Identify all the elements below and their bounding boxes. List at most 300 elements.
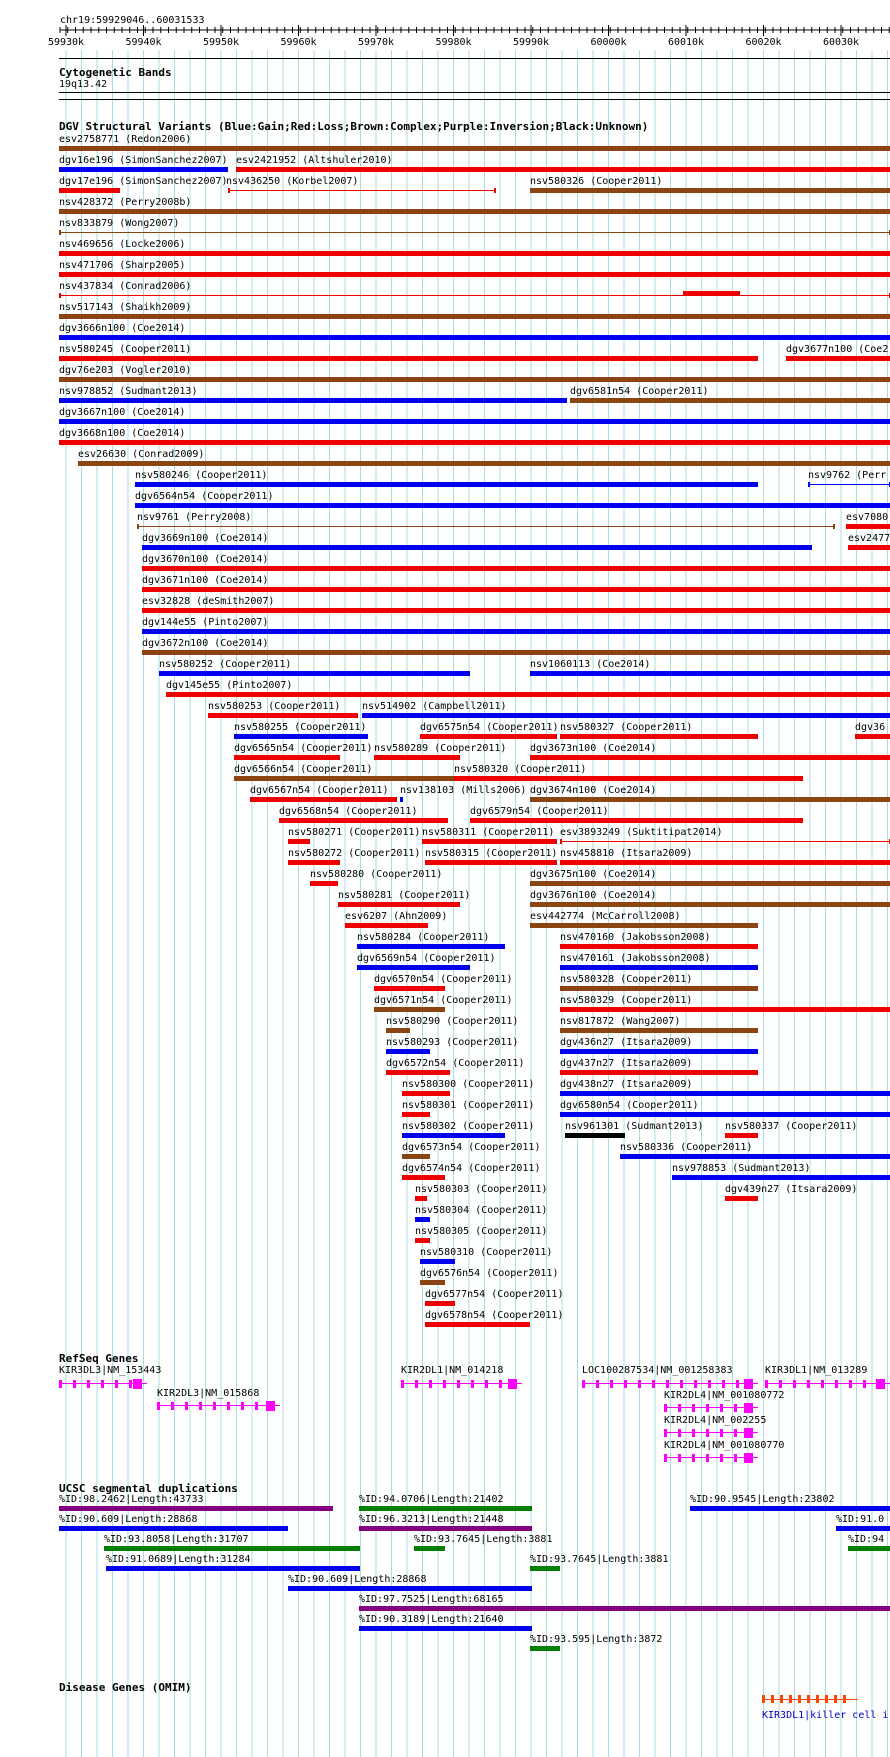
gene-exon[interactable] [199,1402,202,1410]
gene-intron-line[interactable] [582,1383,758,1384]
dgv-variant-bar[interactable] [59,232,890,233]
segdup-bar[interactable] [836,1526,890,1531]
dgv-variant-bar[interactable] [59,440,890,445]
dgv-variant-bar[interactable] [288,839,310,844]
segdup-label[interactable]: %ID:96.3213|Length:21448 [359,1514,504,1525]
segdup-bar[interactable] [359,1506,532,1511]
dgv-variant-bar[interactable] [142,650,890,655]
dgv-variant-label[interactable]: dgv3672n100 (Coe2014) [142,638,269,649]
dgv-variant-label[interactable]: nsv428372 (Perry2008b) [59,197,192,208]
gene-exon[interactable] [849,1380,852,1388]
dgv-variant-bar[interactable] [420,734,557,739]
dgv-variant-label[interactable]: nsv580315 (Cooper2011) [425,848,558,859]
refseq-track-title[interactable]: RefSeq Genes [59,1352,139,1365]
dgv-variant-label[interactable]: nsv580245 (Cooper2011) [59,344,192,355]
dgv-variant-label[interactable]: esv26630 (Conrad2009) [78,449,205,460]
segdup-track-title[interactable]: UCSC segmental duplications [59,1482,238,1495]
dgv-variant-bar-end[interactable] [808,482,810,487]
dgv-variant-bar[interactable] [345,923,428,928]
dgv-variant-label[interactable]: dgv6580n54 (Cooper2011) [560,1100,699,1111]
segdup-label[interactable]: %ID:94 [848,1534,885,1545]
dgv-variant-bar[interactable] [560,944,758,949]
dgv-variant-label[interactable]: dgv3675n100 (Coe2014) [530,869,657,880]
dgv-variant-label[interactable]: nsv580337 (Cooper2011) [725,1121,858,1132]
dgv-variant-bar[interactable] [470,818,803,823]
segdup-bar[interactable] [104,1546,360,1551]
dgv-variant-bar[interactable] [142,629,890,634]
dgv-variant-bar[interactable] [420,1259,455,1264]
dgv-variant-label[interactable]: dgv3677n100 (Coe2 [786,344,889,355]
omim-gene-exon[interactable] [780,1695,783,1703]
dgv-variant-bar[interactable] [560,860,890,865]
dgv-variant-label[interactable]: nsv580301 (Cooper2011) [402,1100,535,1111]
dgv-variant-label[interactable]: dgv17e196 (SimonSanchez2007) [59,176,228,187]
dgv-variant-label[interactable]: dgv3669n100 (Coe2014) [142,533,269,544]
gene-exon[interactable] [793,1380,796,1388]
dgv-variant-bar[interactable] [234,755,340,760]
dgv-variant-label[interactable]: dgv6566n54 (Cooper2011) [234,764,373,775]
gene-exon[interactable] [471,1380,474,1388]
gene-exon[interactable] [744,1428,753,1438]
dgv-variant-bar[interactable] [59,377,890,382]
gene-exon[interactable] [664,1429,667,1437]
gene-intron-line[interactable] [401,1383,522,1384]
gene-exon[interactable] [213,1402,216,1410]
gene-exon[interactable] [508,1379,517,1389]
gene-exon[interactable] [171,1402,174,1410]
segdup-bar[interactable] [530,1566,560,1571]
gene-label[interactable]: KIR3DL3|NM_153443 [59,1365,162,1376]
segdup-label[interactable]: %ID:97.7525|Length:68165 [359,1594,504,1605]
dgv-variant-bar[interactable] [415,1238,430,1243]
segdup-bar[interactable] [59,1526,288,1531]
omim-gene-exon[interactable] [807,1695,810,1703]
dgv-variant-bar[interactable] [357,965,470,970]
dgv-variant-bar[interactable] [59,167,228,172]
gene-exon[interactable] [734,1404,737,1412]
dgv-variant-label[interactable]: nsv580284 (Cooper2011) [357,932,490,943]
dgv-variant-bar[interactable] [530,923,758,928]
dgv-variant-bar[interactable] [59,251,890,256]
segdup-bar[interactable] [359,1606,890,1611]
dgv-variant-label[interactable]: nsv580293 (Cooper2011) [386,1037,519,1048]
dgv-variant-bar[interactable] [415,1217,430,1222]
dgv-variant-bar[interactable] [422,839,557,844]
gene-exon[interactable] [266,1401,275,1411]
dgv-variant-bar[interactable] [310,881,338,886]
dgv-variant-bar[interactable] [402,1175,445,1180]
dgv-variant-label[interactable]: dgv6568n54 (Cooper2011) [279,806,418,817]
gene-exon[interactable] [415,1380,418,1388]
dgv-variant-label[interactable]: nsv580252 (Cooper2011) [159,659,292,670]
dgv-variant-bar[interactable] [135,503,890,508]
dgv-variant-label[interactable]: nsv580303 (Cooper2011) [415,1184,548,1195]
dgv-variant-label[interactable]: esv2477 [848,533,890,544]
dgv-variant-label[interactable]: dgv436n27 (Itsara2009) [560,1037,693,1048]
gene-exon[interactable] [596,1380,599,1388]
gene-exon[interactable] [429,1380,432,1388]
dgv-variant-bar-end[interactable] [833,524,835,529]
dgv-variant-bar[interactable] [338,902,460,907]
gene-exon[interactable] [706,1404,709,1412]
dgv-variant-label[interactable]: esv3893249 (Suktitipat2014) [560,827,723,838]
gene-label[interactable]: KIR2DL4|NM_001080772 [664,1390,785,1401]
dgv-variant-bar[interactable] [228,190,495,191]
dgv-variant-label[interactable]: nsv580327 (Cooper2011) [560,722,693,733]
dgv-variant-bar[interactable] [560,1007,890,1012]
dgv-variant-bar[interactable] [59,272,890,277]
dgv-variant-label[interactable]: nsv817872 (Wang2007) [560,1016,681,1027]
dgv-variant-label[interactable]: nsv580320 (Cooper2011) [454,764,587,775]
dgv-variant-bar[interactable] [357,944,505,949]
dgv-variant-label[interactable]: dgv6570n54 (Cooper2011) [374,974,513,985]
dgv-variant-bar[interactable] [725,1196,758,1201]
segdup-bar[interactable] [359,1626,532,1631]
dgv-variant-bar-end[interactable] [59,230,61,235]
dgv-variant-label[interactable]: nsv580253 (Cooper2011) [208,701,341,712]
dgv-variant-bar[interactable] [530,902,890,907]
dgv-variant-label[interactable]: nsv580328 (Cooper2011) [560,974,693,985]
dgv-variant-bar[interactable] [59,398,567,403]
dgv-variant-bar[interactable] [402,1133,505,1138]
dgv-variant-label[interactable]: nsv580246 (Cooper2011) [135,470,268,481]
gene-exon[interactable] [706,1454,709,1462]
dgv-variant-bar[interactable] [236,167,890,172]
dgv-variant-bar[interactable] [402,1154,430,1159]
dgv-variant-label[interactable]: esv2421952 (Altshuler2010) [236,155,393,166]
gene-label[interactable]: KIR2DL1|NM_014218 [401,1365,504,1376]
gene-exon[interactable] [734,1454,737,1462]
gene-exon[interactable] [680,1380,683,1388]
dgv-variant-bar[interactable] [142,587,890,592]
dgv-variant-bar[interactable] [374,986,445,991]
dgv-variant-bar[interactable] [530,755,890,760]
dgv-variant-bar[interactable] [137,526,834,527]
dgv-variant-label[interactable]: dgv3673n100 (Coe2014) [530,743,657,754]
dgv-variant-label[interactable]: nsv580272 (Cooper2011) [288,848,421,859]
gene-exon[interactable] [678,1454,681,1462]
dgv-variant-bar[interactable] [78,461,890,466]
gene-exon[interactable] [692,1404,695,1412]
dgv-variant-bar[interactable] [530,797,890,802]
gene-exon[interactable] [678,1429,681,1437]
segdup-bar[interactable] [690,1506,890,1511]
dgv-variant-bar-end[interactable] [494,188,496,193]
dgv-variant-label[interactable]: dgv6581n54 (Cooper2011) [570,386,709,397]
gene-exon[interactable] [720,1404,723,1412]
gene-exon[interactable] [821,1380,824,1388]
dgv-variant-label[interactable]: nsv517143 (Shaikh2009) [59,302,192,313]
gene-label[interactable]: KIR2DL4|NM_001080770 [664,1440,785,1451]
gene-exon[interactable] [734,1429,737,1437]
dgv-variant-bar[interactable] [425,1301,455,1306]
gene-exon[interactable] [443,1380,446,1388]
dgv-variant-bar[interactable] [400,797,403,802]
dgv-variant-label[interactable]: nsv833879 (Wong2007) [59,218,180,229]
dgv-variant-label[interactable]: nsv978853 (Sudmant2013) [672,1163,811,1174]
gene-exon[interactable] [664,1454,667,1462]
dgv-variant-label[interactable]: dgv3671n100 (Coe2014) [142,575,269,586]
dgv-variant-label[interactable]: dgv144e55 (Pinto2007) [142,617,269,628]
gene-exon[interactable] [401,1380,404,1388]
dgv-variant-label[interactable]: nsv9761 (Perry2008) [137,512,252,523]
cytoband-track-title[interactable]: Cytogenetic Bands [59,66,172,79]
dgv-variant-label[interactable]: nsv580310 (Cooper2011) [420,1247,553,1258]
gene-exon[interactable] [694,1380,697,1388]
dgv-variant-bar[interactable] [402,1091,450,1096]
dgv-track-title[interactable]: DGV Structural Variants (Blue:Gain;Red:Loss;Brown:Complex;Purple:Inversion;Black:Unknown) [59,120,649,133]
dgv-variant-label[interactable]: nsv580329 (Cooper2011) [560,995,693,1006]
gene-intron-line[interactable] [765,1383,890,1384]
dgv-variant-label[interactable]: dgv3676n100 (Coe2014) [530,890,657,901]
dgv-variant-bar[interactable] [234,734,368,739]
dgv-variant-label[interactable]: esv7080 [846,512,889,523]
omim-gene-exon[interactable] [816,1695,819,1703]
segdup-bar[interactable] [414,1546,445,1551]
segdup-label[interactable]: %ID:98.2462|Length:43733 [59,1494,204,1505]
gene-label[interactable]: KIR3DL1|NM_013289 [765,1365,868,1376]
gene-exon[interactable] [744,1403,753,1413]
omim-track-title[interactable]: Disease Genes (OMIM) [59,1681,192,1694]
dgv-variant-bar[interactable] [142,545,812,550]
omim-gene-exon[interactable] [825,1695,828,1703]
dgv-variant-label[interactable]: nsv471706 (Sharp2005) [59,260,186,271]
dgv-variant-label[interactable]: nsv580304 (Cooper2011) [415,1205,548,1216]
dgv-variant-bar[interactable] [288,860,340,865]
dgv-variant-bar[interactable] [142,566,890,571]
dgv-variant-bar[interactable] [855,734,890,739]
gene-exon[interactable] [678,1404,681,1412]
gene-exon[interactable] [255,1402,258,1410]
dgv-variant-label[interactable]: nsv580305 (Cooper2011) [415,1226,548,1237]
dgv-variant-bar[interactable] [530,881,890,886]
dgv-variant-label[interactable]: dgv6575n54 (Cooper2011) [420,722,559,733]
omim-gene-exon[interactable] [789,1695,792,1703]
dgv-variant-label[interactable]: nsv437834 (Conrad2006) [59,281,192,292]
gene-exon[interactable] [736,1380,739,1388]
dgv-variant-bar[interactable] [560,986,758,991]
dgv-variant-label[interactable]: nsv1060113 (Coe2014) [530,659,651,670]
gene-label[interactable]: LOC100287534|NM_001258383 [582,1365,733,1376]
dgv-variant-label[interactable]: esv2758771 (Redon2006) [59,134,192,145]
dgv-variant-label[interactable]: nsv138103 (Mills2006) [400,785,527,796]
dgv-variant-label[interactable]: nsv470160 (Jakobsson2008) [560,932,711,943]
gene-intron-line[interactable] [157,1405,280,1406]
dgv-variant-label[interactable]: dgv6572n54 (Cooper2011) [386,1058,525,1069]
dgv-variant-label[interactable]: dgv16e196 (SimonSanchez2007) [59,155,228,166]
dgv-variant-label[interactable]: dgv6571n54 (Cooper2011) [374,995,513,1006]
dgv-variant-bar[interactable] [386,1049,430,1054]
segdup-label[interactable]: %ID:90.609|Length:28868 [288,1574,427,1585]
dgv-variant-label[interactable]: dgv6564n54 (Cooper2011) [135,491,274,502]
dgv-variant-bar[interactable] [672,1175,890,1180]
dgv-variant-label[interactable]: nsv580290 (Cooper2011) [386,1016,519,1027]
segdup-bar[interactable] [59,1506,333,1511]
gene-exon[interactable] [863,1380,866,1388]
dgv-variant-label[interactable]: nsv580311 (Cooper2011) [422,827,555,838]
dgv-variant-bar[interactable] [560,1049,758,1054]
dgv-variant-bar[interactable] [808,484,890,485]
gene-exon[interactable] [485,1380,488,1388]
gene-exon[interactable] [638,1380,641,1388]
dgv-variant-label[interactable]: nsv580271 (Cooper2011) [288,827,421,838]
dgv-variant-label[interactable]: dgv6576n54 (Cooper2011) [420,1268,559,1279]
dgv-variant-bar[interactable] [208,713,358,718]
dgv-variant-label[interactable]: dgv3667n100 (Coe2014) [59,407,186,418]
gene-exon[interactable] [499,1380,502,1388]
segdup-label[interactable]: %ID:91.0 [836,1514,885,1525]
dgv-variant-bar-end[interactable] [59,293,61,298]
dgv-variant-label[interactable]: nsv580326 (Cooper2011) [530,176,663,187]
dgv-variant-bar[interactable] [848,545,890,550]
dgv-variant-bar[interactable] [362,713,890,718]
dgv-variant-bar[interactable] [560,841,890,842]
dgv-variant-label[interactable]: dgv438n27 (Itsara2009) [560,1079,693,1090]
gene-exon[interactable] [582,1380,585,1388]
dgv-variant-bar[interactable] [142,608,890,613]
dgv-variant-bar[interactable] [725,1133,758,1138]
dgv-variant-label[interactable]: nsv436250 (Korbel2007) [226,176,359,187]
dgv-variant-label[interactable]: dgv6573n54 (Cooper2011) [402,1142,541,1153]
gene-label[interactable]: KIR2DL3|NM_015868 [157,1388,260,1399]
dgv-variant-bar[interactable] [530,188,890,193]
dgv-variant-label[interactable]: esv32828 (deSmith2007) [142,596,275,607]
segdup-label[interactable]: %ID:90.3189|Length:21640 [359,1614,504,1625]
gene-exon[interactable] [765,1380,768,1388]
dgv-variant-label[interactable]: nsv580300 (Cooper2011) [402,1079,535,1090]
gene-exon[interactable] [610,1380,613,1388]
dgv-variant-label[interactable]: dgv6569n54 (Cooper2011) [357,953,496,964]
dgv-variant-bar[interactable] [786,356,890,361]
dgv-variant-bar[interactable] [530,671,890,676]
segdup-label[interactable]: %ID:91.0689|Length:31284 [106,1554,251,1565]
dgv-variant-label[interactable]: dgv6574n54 (Cooper2011) [402,1163,541,1174]
segdup-bar[interactable] [288,1586,532,1591]
omim-gene-exon[interactable] [771,1695,774,1703]
gene-exon[interactable] [720,1429,723,1437]
dgv-variant-bar[interactable] [386,1028,410,1033]
dgv-variant-bar-end[interactable] [228,188,230,193]
dgv-variant-bar[interactable] [560,1070,758,1075]
gene-exon[interactable] [457,1380,460,1388]
omim-gene-exon[interactable] [834,1695,837,1703]
segdup-label[interactable]: %ID:90.9545|Length:23802 [690,1494,835,1505]
gene-label[interactable]: KIR2DL4|NM_002255 [664,1415,767,1426]
segdup-label[interactable]: %ID:93.7645|Length:3881 [530,1554,669,1565]
dgv-variant-label[interactable]: dgv36 [855,722,886,733]
dgv-variant-bar[interactable] [59,209,890,214]
dgv-variant-bar[interactable] [59,335,890,340]
dgv-variant-bar[interactable] [166,692,890,697]
gene-exon[interactable] [185,1402,188,1410]
gene-exon[interactable] [692,1429,695,1437]
segdup-label[interactable]: %ID:93.7645|Length:3881 [414,1534,553,1545]
gene-exon[interactable] [87,1380,90,1388]
gene-exon[interactable] [706,1429,709,1437]
segdup-label[interactable]: %ID:93.595|Length:3872 [530,1634,663,1645]
dgv-variant-bar[interactable] [279,818,448,823]
dgv-variant-bar-end[interactable] [560,839,562,844]
dgv-variant-label[interactable]: dgv6578n54 (Cooper2011) [425,1310,564,1321]
dgv-variant-bar[interactable] [135,482,758,487]
gene-exon[interactable] [101,1380,104,1388]
gene-exon[interactable] [157,1402,160,1410]
gene-exon[interactable] [624,1380,627,1388]
dgv-variant-label[interactable]: nsv961301 (Sudmant2013) [565,1121,704,1132]
dgv-variant-label[interactable]: dgv145e55 (Pinto2007) [166,680,293,691]
segdup-bar[interactable] [530,1646,560,1651]
dgv-variant-bar[interactable] [59,356,758,361]
dgv-variant-bar-block[interactable] [683,291,740,296]
omim-gene-label[interactable]: KIR3DL1|killer cell i [762,1710,889,1721]
gene-exon[interactable] [241,1402,244,1410]
gene-exon[interactable] [779,1380,782,1388]
gene-exon[interactable] [133,1379,142,1389]
dgv-variant-label[interactable]: nsv978852 (Sudmant2013) [59,386,198,397]
dgv-variant-label[interactable]: nsv470161 (Jakobsson2008) [560,953,711,964]
dgv-variant-label[interactable]: dgv437n27 (Itsara2009) [560,1058,693,1069]
gene-exon[interactable] [652,1380,655,1388]
dgv-variant-label[interactable]: dgv76e203 (Vogler2010) [59,365,192,376]
dgv-variant-label[interactable]: esv6207 (Ahn2009) [345,911,448,922]
dgv-variant-label[interactable]: nsv580281 (Cooper2011) [338,890,471,901]
dgv-variant-bar[interactable] [59,146,890,151]
gene-exon[interactable] [835,1380,838,1388]
dgv-variant-bar[interactable] [560,734,758,739]
gene-exon[interactable] [73,1380,76,1388]
dgv-variant-label[interactable]: dgv3668n100 (Coe2014) [59,428,186,439]
segdup-label[interactable]: %ID:94.0706|Length:21402 [359,1494,504,1505]
gene-exon[interactable] [666,1380,669,1388]
dgv-variant-label[interactable]: nsv580302 (Cooper2011) [402,1121,535,1132]
dgv-variant-label[interactable]: nsv458810 (Itsara2009) [560,848,693,859]
gene-exon[interactable] [708,1380,711,1388]
dgv-variant-bar[interactable] [570,398,890,403]
segdup-bar[interactable] [359,1526,532,1531]
dgv-variant-bar[interactable] [59,314,890,319]
dgv-variant-bar[interactable] [565,1133,625,1138]
dgv-variant-bar[interactable] [560,1112,890,1117]
dgv-variant-label[interactable]: dgv6565n54 (Cooper2011) [234,743,373,754]
dgv-variant-label[interactable]: dgv3674n100 (Coe2014) [530,785,657,796]
dgv-variant-label[interactable]: nsv580255 (Cooper2011) [234,722,367,733]
dgv-variant-bar[interactable] [560,1091,890,1096]
dgv-variant-bar[interactable] [59,419,890,424]
dgv-variant-bar[interactable] [846,524,890,529]
dgv-variant-label[interactable]: nsv514902 (Campbell2011) [362,701,507,712]
segdup-label[interactable]: %ID:90.609|Length:28868 [59,1514,198,1525]
dgv-variant-bar[interactable] [159,671,470,676]
segdup-label[interactable]: %ID:93.8058|Length:31707 [104,1534,249,1545]
omim-gene-exon[interactable] [798,1695,801,1703]
gene-exon[interactable] [227,1402,230,1410]
gene-exon[interactable] [115,1380,118,1388]
dgv-variant-label[interactable]: nsv580280 (Cooper2011) [310,869,443,880]
dgv-variant-bar[interactable] [620,1154,890,1159]
omim-gene-exon[interactable] [762,1695,765,1703]
dgv-variant-label[interactable]: dgv3670n100 (Coe2014) [142,554,269,565]
omim-gene-exon[interactable] [843,1695,846,1703]
dgv-variant-bar[interactable] [415,1196,427,1201]
segdup-bar[interactable] [848,1546,890,1551]
dgv-variant-bar[interactable] [425,1322,530,1327]
dgv-variant-bar[interactable] [420,1280,445,1285]
dgv-variant-label[interactable]: dgv6577n54 (Cooper2011) [425,1289,564,1300]
gene-exon[interactable] [129,1380,132,1388]
dgv-variant-label[interactable]: dgv439n27 (Itsara2009) [725,1184,858,1195]
gene-exon[interactable] [807,1380,810,1388]
dgv-variant-bar[interactable] [454,776,803,781]
